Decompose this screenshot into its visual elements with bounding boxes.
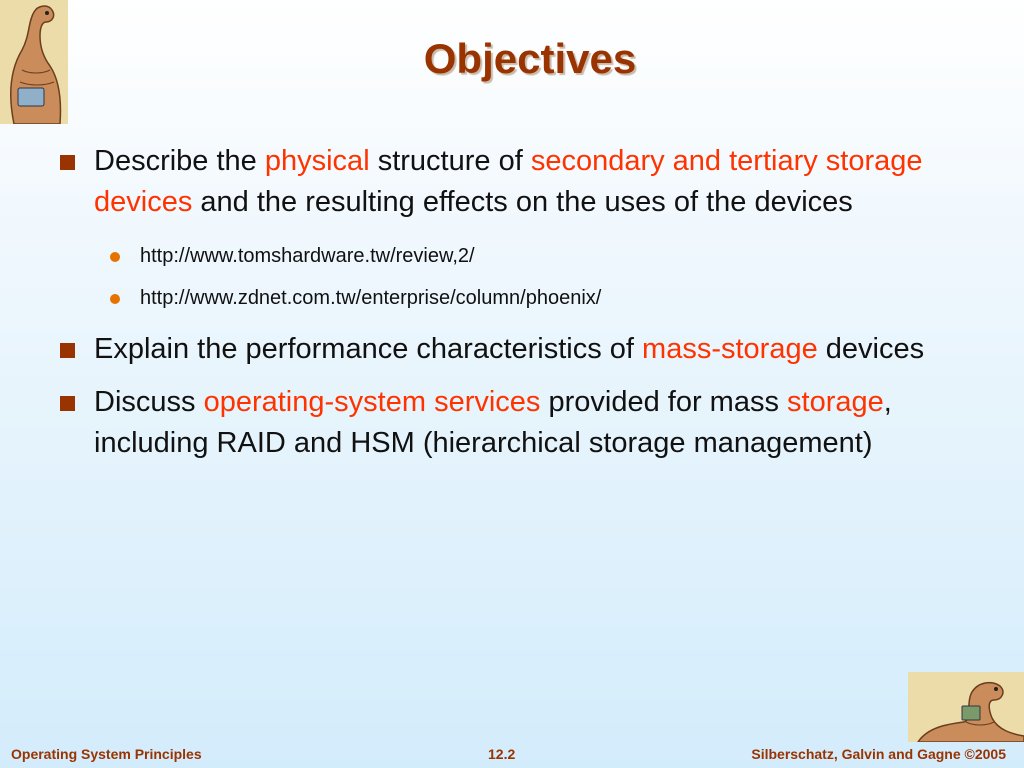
sub-bullet-link[interactable]: http://www.zdnet.com.tw/enterprise/column/phoenix/ bbox=[140, 287, 602, 309]
highlighted-term: physical bbox=[264, 145, 370, 177]
dot-bullet-icon bbox=[110, 294, 120, 304]
sub-bullet-link[interactable]: http://www.tomshardware.tw/review,2/ bbox=[140, 245, 475, 267]
bullet-text: Describe the bbox=[94, 145, 265, 177]
bullet-text: and the resulting effects on the uses of the devices bbox=[192, 186, 853, 218]
footer-slide-number: 12.2 bbox=[488, 746, 516, 762]
bullet-item bbox=[58, 382, 958, 464]
bullet-text: structure of bbox=[369, 145, 531, 177]
square-bullet-icon bbox=[60, 343, 75, 358]
footer-course-title: Operating System Principles bbox=[11, 746, 202, 762]
bullet-item bbox=[58, 141, 958, 223]
dinosaur-logo-bottom bbox=[908, 672, 1024, 742]
page-title: Objectives bbox=[423, 35, 637, 82]
bullet-text: , including RAID and HSM (hierarchical storage management) bbox=[94, 386, 892, 459]
highlighted-term: mass-storage bbox=[642, 333, 818, 365]
square-bullet-icon bbox=[60, 155, 75, 170]
sub-bullet-list bbox=[58, 235, 958, 319]
dot-bullet-icon bbox=[110, 252, 120, 262]
sub-bullet-item bbox=[58, 235, 958, 277]
bullet-item bbox=[58, 329, 958, 370]
bullet-list bbox=[58, 141, 958, 476]
highlighted-term: operating-system services bbox=[203, 386, 541, 418]
sub-bullet-item bbox=[58, 277, 958, 319]
highlighted-term: storage bbox=[787, 386, 884, 418]
square-bullet-icon bbox=[60, 396, 75, 411]
bullet-text: devices bbox=[817, 333, 925, 365]
bullet-text: provided for mass bbox=[540, 386, 788, 418]
bullet-text: Discuss bbox=[94, 386, 204, 418]
footer-copyright: Silberschatz, Galvin and Gagne ©2005 bbox=[751, 746, 1006, 762]
highlighted-term: secondary and tertiary storage devices bbox=[94, 145, 923, 218]
bullet-text: Explain the performance characteristics of bbox=[94, 333, 643, 365]
